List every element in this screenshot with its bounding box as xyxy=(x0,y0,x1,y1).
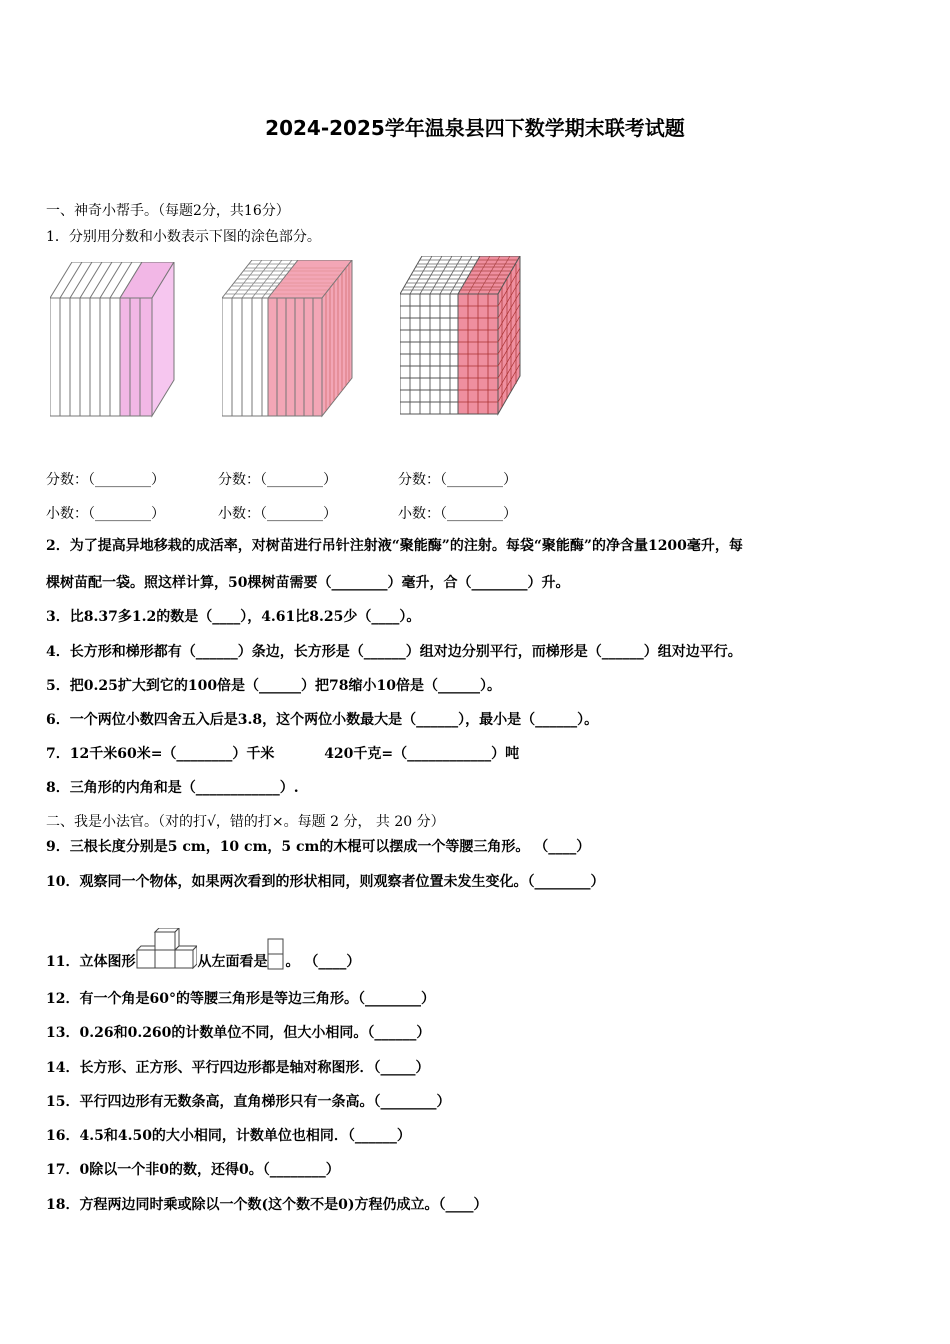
decimal-label-2: 小数：（________） xyxy=(218,506,337,522)
question-11 xyxy=(46,928,360,974)
question-7-part-2: 420千克=（____________）吨 xyxy=(324,746,520,762)
figure-3-grid-cube xyxy=(400,256,524,418)
question-9: 9．三根长度分别是5 cm，10 cm，5 cm的木棍可以摆成一个等腰三角形。 （____） xyxy=(46,839,591,855)
question-18: 18．方程两边同时乘或除以一个数(这个数不是0)方程仍成立。（____） xyxy=(46,1197,488,1213)
fraction-label-3: 分数：（________） xyxy=(398,472,517,488)
question-6: 6．一个两位小数四舍五入后是3.8，这个两位小数最大是（______），最小是（______）。 xyxy=(46,712,599,728)
question-17: 17．0除以一个非0的数，还得0。（________） xyxy=(46,1162,340,1178)
question-15: 15．平行四边形有无数条高，直角梯形只有一条高。（________） xyxy=(46,1094,451,1110)
question-3: 3．比8.37多1.2的数是（____），4.61比8.25少（____）。 xyxy=(46,609,421,625)
decimal-label-3: 小数：（________） xyxy=(398,506,517,522)
question-1: 1．分别用分数和小数表示下图的涂色部分。 xyxy=(46,229,321,245)
question-11-prefix: 11．立体图形 xyxy=(46,954,136,970)
question-10: 10．观察同一个物体，如果两次看到的形状相同，则观察者位置未发生变化。（________） xyxy=(46,874,605,890)
figure-2-cube-strips xyxy=(222,260,354,418)
question-5: 5．把0.25扩大到它的100倍是（______）把78缩小10倍是（______）。 xyxy=(46,678,502,694)
question-2-line-1: 2．为了提高异地移栽的成活率，对树苗进行吊针注射液“聚能酶”的注射。每袋“聚能酶”的净含量1200毫升，每 xyxy=(46,538,743,554)
fraction-label-1: 分数：（________） xyxy=(46,472,165,488)
question-12: 12．有一个角是60°的等腰三角形是等边三角形。（________） xyxy=(46,991,435,1007)
question-11-suffix: 。 （____） xyxy=(285,954,361,970)
figure-1-cube-strips xyxy=(50,262,176,418)
section2-heading: 二、我是小法官。（对的打√，错的打×。每题 2 分， 共 20 分） xyxy=(46,814,445,830)
question-7-part-1: 7．12千米60米=（________）千米 xyxy=(46,746,275,762)
question-11-middle: 从左面看是 xyxy=(197,954,268,970)
question-7 xyxy=(46,745,519,763)
left-view-icon xyxy=(267,938,285,972)
question-13: 13．0.26和0.260的计数单位不同，但大小相同。（______） xyxy=(46,1025,431,1041)
question-2-line-2: 棵树苗配一袋。照这样计算，50棵树苗需要（________）毫升，合（________）升。 xyxy=(46,575,570,591)
question-8: 8．三角形的内角和是（____________）. xyxy=(46,780,299,796)
section1-heading: 一、神奇小帮手。（每题2分，共16分） xyxy=(46,203,290,219)
question-16: 16．4.5和4.50的大小相同，计数单位也相同．（______） xyxy=(46,1128,411,1144)
solid-figure-icon xyxy=(135,928,197,972)
decimal-label-1: 小数：（________） xyxy=(46,506,165,522)
question-4: 4．长方形和梯形都有（______）条边，长方形是（______）组对边分别平行，而梯形是（______）组对边平行。 xyxy=(46,644,742,660)
question-14: 14．长方形、正方形、平行四边形都是轴对称图形．（_____） xyxy=(46,1060,430,1076)
fraction-label-2: 分数：（________） xyxy=(218,472,337,488)
page-title: 2024-2025学年温泉县四下数学期末联考试题 xyxy=(265,116,685,140)
